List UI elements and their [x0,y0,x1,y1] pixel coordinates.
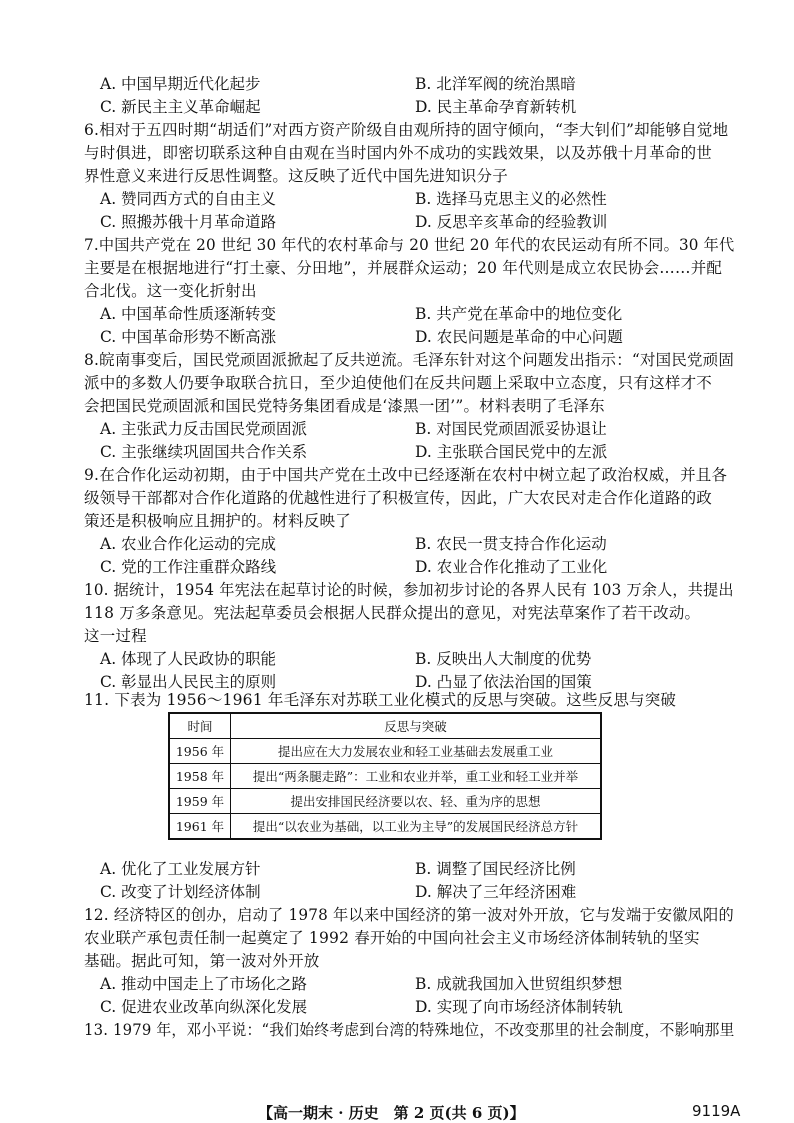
q10-option-d: D. 凸显了依法治国的国策 [415,673,592,691]
table-cell-year: 1961 年 [169,814,231,840]
table-cell-year: 1958 年 [169,764,231,789]
table-cell-content: 提出“以农业为基础，以工业为主导”的发展国民经济总方针 [231,814,602,840]
table-header-content: 反思与突破 [231,713,602,739]
q10-stem-line-2: 118 万多条意见。宪法起草委员会根据人民群众提出的意见，对宪法草案作了若干改动。 [84,604,701,622]
q9-option-c: C. 党的工作注重群众路线 [100,558,277,576]
q7-stem-line-2: 主要是在根据地进行“打土豪、分田地”，并展群众运动；20 年代则是成立农民协会……并配 [84,259,723,277]
q9-option-d: D. 农业合作化推动了工业化 [415,558,608,576]
q7-stem-line-1: 7.中国共产党在 20 世纪 30 年代的农村革命与 20 世纪 20 年代的农民运动有所不同。30 年代 [84,236,735,254]
q5-option-a: A. 中国早期近代化起步 [100,75,261,93]
q5-option-b: B. 北洋军阀的统治黑暗 [415,75,576,93]
q11-option-a: A. 优化了工业发展方针 [100,860,261,878]
q7-option-d: D. 农民问题是革命的中心问题 [415,328,623,346]
page-footer: 【高一期末 · 历史 第 2 页(共 6 页)】 [258,1104,525,1122]
q6-option-c: C. 照搬苏俄十月革命道路 [100,213,277,231]
q8-stem-line-2: 派中的多数人仍要争取联合抗日，至少迫使他们在反共问题上采取中立态度，只有这样才不 [84,374,713,392]
q7-option-c: C. 中国革命形势不断高涨 [100,328,277,346]
q6-stem-line-2: 与时俱进，即密切联系这种自由观在当时国内外不成功的实践效果，以及苏俄十月革命的世 [84,144,713,162]
table-header-time: 时间 [169,713,231,739]
q6-option-d: D. 反思辛亥革命的经验教训 [415,213,608,231]
q9-stem-line-2: 级领导干部都对合作化道路的优越性进行了积极宣传，因此，广大农民对走合作化道路的政 [84,489,713,507]
paper-code: 9119A [692,1102,741,1120]
q11-stem-line-1: 11. 下表为 1956～1961 年毛泽东对苏联工业化模式的反思与突破。这些反思与突破 [84,691,677,709]
q10-option-b: B. 反映出人大制度的优势 [415,650,592,668]
q8-option-a: A. 主张武力反击国民党顽固派 [100,420,308,438]
q7-stem-line-3: 合北伐。这一变化折射出 [84,282,257,300]
q10-stem-line-1: 10. 据统计，1954 年宪法在起草讨论的时候，参加初步讨论的各界人民有 103 万余人，共提出 [84,581,734,599]
q11-option-c: C. 改变了计划经济体制 [100,883,261,901]
q7-option-b: B. 共产党在革命中的地位变化 [415,305,623,323]
q5-option-c: C. 新民主主义革命崛起 [100,98,261,116]
q12-option-c: C. 促进农业改革向纵深化发展 [100,998,308,1016]
q10-option-a: A. 体现了人民政协的职能 [100,650,277,668]
q12-stem-line-2: 农业联产承包责任制一起奠定了 1992 春开始的中国向社会主义市场经济体制转轨的坚实 [84,929,700,947]
q12-stem-line-3: 基础。据此可知，第一波对外开放 [84,952,320,970]
table-cell-content: 提出“两条腿走路”：工业和农业并举，重工业和轻工业并举 [231,764,602,789]
q11-option-d: D. 解决了三年经济困难 [415,883,577,901]
q7-option-a: A. 中国革命性质逐渐转变 [100,305,277,323]
q9-option-b: B. 农民一贯支持合作化运动 [415,535,607,553]
q5-option-d: D. 民主革命孕育新转机 [415,98,577,116]
q8-option-d: D. 主张联合国民党中的左派 [415,443,608,461]
q6-option-a: A. 赞同西方式的自由主义 [100,190,277,208]
q9-stem-line-3: 策还是积极响应且拥护的。材料反映了 [84,512,351,530]
table-row [169,739,601,764]
q9-stem-line-1: 9.在合作化运动初期，由于中国共产党在土改中已经逐渐在农村中树立起了政治权威，并且各 [84,466,728,484]
q9-option-a: A. 农业合作化运动的完成 [100,535,277,553]
table-row [169,814,601,840]
table-header-row [169,713,601,739]
q8-option-b: B. 对国民党顽固派妥协退让 [415,420,607,438]
q10-stem-line-3: 这一过程 [84,627,147,645]
q11-table [168,712,602,840]
q8-option-c: C. 主张继续巩固国共合作关系 [100,443,308,461]
q6-stem-line-3: 界性意义来进行反思性调整。这反映了近代中国先进知识分子 [84,167,508,185]
q6-stem-line-1: 6.相对于五四时期“胡适们”对西方资产阶级自由观所持的固守倾向，“李大钊们”却能够自觉地 [84,121,729,139]
q13-stem-line-1: 13. 1979 年，邓小平说：“我们始终考虑到台湾的特殊地位，不改变那里的社会制度，不影响那里 [84,1021,735,1039]
q6-option-b: B. 选择马克思主义的必然性 [415,190,607,208]
q12-option-b: B. 成就我国加入世贸组织梦想 [415,975,623,993]
table-cell-year: 1959 年 [169,789,231,814]
q8-stem-line-1: 8.皖南事变后，国民党顽固派掀起了反共逆流。毛泽东针对这个问题发出指示：“对国民党顽固 [84,351,735,369]
table-row [169,789,601,814]
q8-stem-line-3: 会把国民党顽固派和国民党特务集团看成是‘漆黑一团’”。材料表明了毛泽东 [84,397,605,415]
table-cell-content: 提出安排国民经济要以农、轻、重为序的思想 [231,789,602,814]
q11-option-b: B. 调整了国民经济比例 [415,860,576,878]
q10-option-c: C. 彰显出人民民主的原则 [100,673,277,691]
table-row [169,764,601,789]
table-cell-year: 1956 年 [169,739,231,764]
q12-stem-line-1: 12. 经济特区的创办，启动了 1978 年以来中国经济的第一波对外开放，它与发端于安徽凤阳的 [84,906,734,924]
q12-option-d: D. 实现了向市场经济体制转轨 [415,998,623,1016]
table-cell-content: 提出应在大力发展农业和轻工业基础去发展重工业 [231,739,602,764]
q12-option-a: A. 推动中国走上了市场化之路 [100,975,308,993]
